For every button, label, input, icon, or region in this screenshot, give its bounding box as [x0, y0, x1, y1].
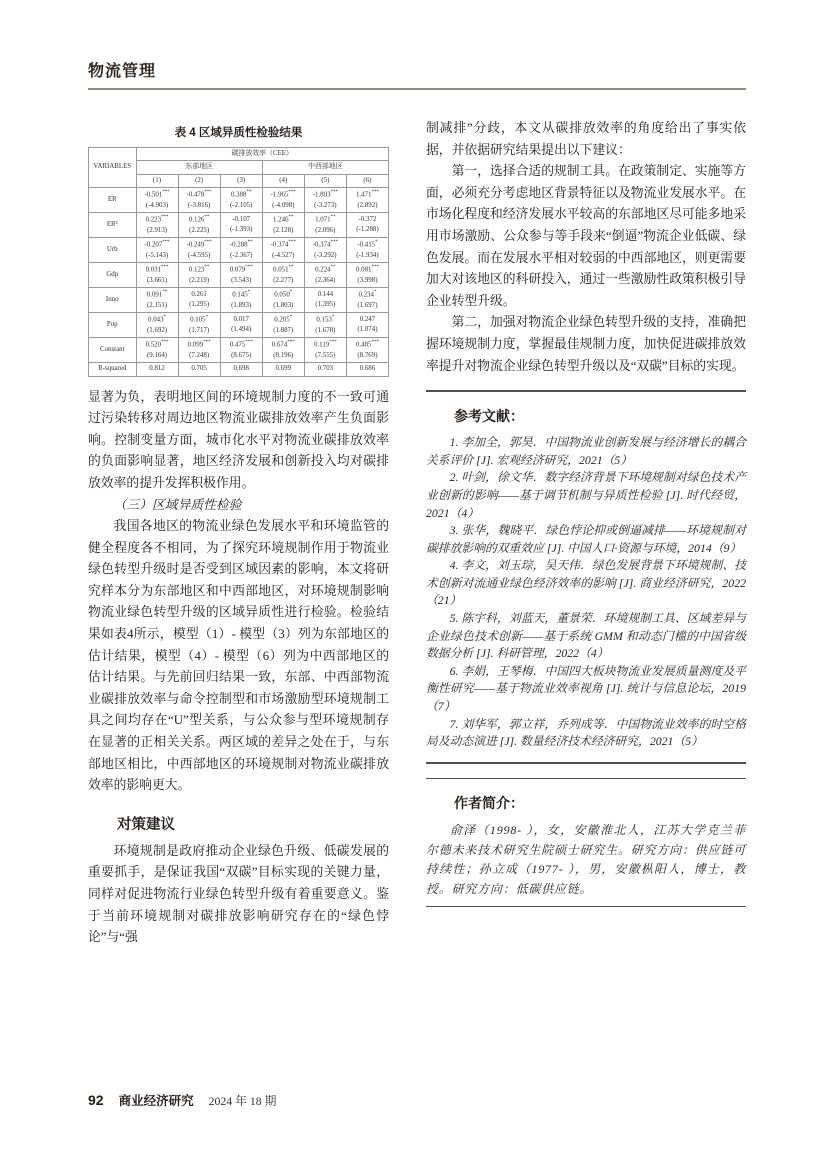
table-row [89, 213, 389, 238]
r-squared-value: 0.698 [220, 363, 262, 376]
coefficient-cell: 0.261 (1.295) [178, 288, 220, 313]
coefficient-cell: 0.119*** (7.555) [304, 338, 346, 363]
r-squared-value: 0.812 [136, 363, 178, 376]
group-east-header: 东部地区 [136, 161, 262, 174]
coefficient-cell: 0.081*** (3.998) [346, 263, 388, 288]
coefficient-cell: 0.224** (2.364) [304, 263, 346, 288]
references-top-rule [426, 390, 746, 392]
coefficient-cell: 0.126** (2.225) [178, 213, 220, 238]
coefficient-cell: 1.246** (2.128) [262, 213, 304, 238]
bio-bottom-rule [426, 906, 746, 907]
body-paragraph: 制减排”分歧，本文从碳排放效率的角度给出了事实依据，并依据研究结果提出以下建议： [426, 121, 746, 157]
coefficient-cell: 0.051** (2.277) [262, 263, 304, 288]
coefficient-cell: 0.234* (1.697) [346, 288, 388, 313]
section-label: 物流管理 [88, 63, 157, 80]
model-label: (2) [178, 174, 220, 187]
reference-item: 7. 刘华军，郭立祥，乔列成等．中国物流业效率的时空格局及动态演进 [J]. 数量经济技术经济研究，2021（5） [426, 716, 746, 749]
coefficient-cell: -0.501*** (-4.903) [136, 188, 178, 213]
coefficient-cell: 0.145* (1.893) [220, 288, 262, 313]
reference-item: 2. 叶剑，徐文华．数字经济背景下环境规制对绿色技术产业创新的影响——基于调节机制与异质性检验 [J]. 时代经贸，2021（4） [426, 470, 746, 520]
coefficient-cell: 0.153* (1.678) [304, 313, 346, 338]
reference-list [426, 434, 746, 751]
table-row [89, 288, 389, 313]
table-row [89, 313, 389, 338]
r-squared-value: 0.703 [304, 363, 346, 376]
model-label: (1) [136, 174, 178, 187]
coefficient-cell: 0.485*** (8.769) [346, 338, 388, 363]
r-squared-value: 0.686 [346, 363, 388, 376]
journal-name: 商业经济研究 [118, 1094, 194, 1108]
author-bio-text: 俞泽（1998- ），女，安徽淮北人，江苏大学克兰菲尔德未来技术研究生院硕士研究生。研究方向：供应链可持续性；孙立成（1977- ），男，安徽枞阳人，博士，教授。研究方向：低碳供应链。 [426, 822, 747, 897]
coefficient-cell: 0.043* (1.692) [136, 313, 178, 338]
issue-label: 2024 年 18 期 [208, 1094, 277, 1108]
coefficient-cell: 0.475*** (8.675) [220, 338, 262, 363]
section-heading: 对策建议 [117, 816, 175, 833]
coefficient-cell: 0.091** (2.151) [136, 288, 178, 313]
body-paragraph: 我国各地区的物流业绿色发展水平和环境监管的健全程度各不相同，为了探究环境规制作用于物流业绿色转型升级时是否受到区域因素的影响，本文将研究样本分为东部地区和中西部地区，对环境规制影响物流业绿色转型升级的区域异质性进行检验。检验结果如表4所示，模型（1）- 模型（3）列为东部地区的估计结果，模型（4）- 模型（6）列为中西部地区的估计结果。与先前回归结果一致，东部、中西部物流业碳排放效率与命令控制型和市场激励型环境规制工具之间均存在“U”型关系，与公众参与型环境规制存在显著的正相关关系。两区域的差异之处在于，与东部地区相比，中西部地区的环境规制对物流业碳排放效率的影响更大。 [88, 519, 389, 793]
table-row [89, 338, 389, 363]
variable-label: Inno [89, 288, 137, 313]
reference-item: 5. 陈宇科，刘蓝天，董景荣．环境规制工具、区域差异与企业绿色技术创新——基于系统 GMM 和动态门槛的中国省级数据分析 [J]. 科研管理，2022（4） [426, 611, 746, 661]
variable-label: ER [89, 188, 137, 213]
variable-label: Pop [89, 313, 137, 338]
coefficient-cell: -1.965*** (-4.098) [262, 188, 304, 213]
reference-item: 3. 张华，魏晓平．绿色悖论抑或倒逼减排——环境规制对碳排放影响的双重效应 [J]. 中国人口·资源与环境，2014（9） [426, 523, 746, 555]
coefficient-cell: 0.050* (1.803) [262, 288, 304, 313]
coefficient-cell: -0.372 (-1.288) [346, 213, 388, 238]
results-table [88, 147, 389, 377]
right-column [426, 118, 746, 949]
table-row [89, 188, 389, 213]
coefficient-cell: -0.374*** (-3.292) [304, 238, 346, 263]
body-paragraph: 显著为负，表明地区间的环境规制力度的不一致可通过污染转移对周边地区物流业碳排放效率产生负面影响。控制变量方面，城市化水平对物流业碳排放效率的负面影响显著，地区经济发展和创新投入均对碳排放效率的提升发挥积极作用。 [88, 389, 389, 490]
r-squared-row [89, 363, 389, 376]
r-squared-label: R-squared [89, 363, 137, 376]
coefficient-cell: 0.123** (2.219) [178, 263, 220, 288]
page-header [88, 58, 746, 90]
dependent-variable-header: 碳排放效率（CEE） [136, 148, 389, 161]
group-midwest-header: 中西部地区 [262, 161, 388, 174]
coefficient-cell: -0.249*** (-4.595) [178, 238, 220, 263]
author-bio-heading: 作者简介： [454, 794, 524, 811]
coefficient-cell: 0.674*** (8.196) [262, 338, 304, 363]
coefficient-cell: 0.031*** (3.661) [136, 263, 178, 288]
coefficient-cell: 0.205* (1.887) [262, 313, 304, 338]
coefficient-cell: 1.471*** (2.892) [346, 188, 388, 213]
coefficient-cell: 0.520*** (9.164) [136, 338, 178, 363]
coefficient-cell: -0.478*** (-3.816) [178, 188, 220, 213]
coefficient-cell: 0.388** (-2.105) [220, 188, 262, 213]
table-row [89, 263, 389, 288]
r-squared-value: 0.699 [262, 363, 304, 376]
coefficient-cell: 0.247 (1.074) [346, 313, 388, 338]
table-row [89, 238, 389, 263]
coefficient-cell: 0.105* (1.717) [178, 313, 220, 338]
table-head-row-1 [89, 148, 389, 161]
model-label: (6) [346, 174, 388, 187]
page-footer [88, 1091, 276, 1109]
coefficient-cell: 1.071** (2.096) [304, 213, 346, 238]
coefficient-cell: 0.144 (1.395) [304, 288, 346, 313]
variables-header: VARIABLES [89, 148, 137, 188]
variable-label: Urb [89, 238, 137, 263]
r-squared-value: 0.705 [178, 363, 220, 376]
coefficient-cell: -0.107 (-1.393) [220, 213, 262, 238]
body-paragraph: 第二，加强对物流企业绿色转型升级的支持，准确把握环境规制力度，掌握最佳规制力度，加快促进碳排放效率提升对物流企业绿色转型升级以及“双碳”目标的实现。 [426, 315, 746, 373]
reference-item: 1. 李加全，郭昊．中国物流业创新发展与经济增长的耦合关系评价 [J]. 宏观经济研究，2021（5） [426, 435, 746, 467]
references-heading: 参考文献： [454, 408, 524, 425]
header-rule [88, 88, 746, 90]
model-label: (5) [304, 174, 346, 187]
variable-label: Constant [89, 338, 137, 363]
coefficient-cell: 0.079*** (3.543) [220, 263, 262, 288]
coefficient-cell: -0.207*** (-5.143) [136, 238, 178, 263]
variable-label: Gdp [89, 263, 137, 288]
coefficient-cell: 0.017 (1.494) [220, 313, 262, 338]
table-body [89, 188, 389, 376]
bio-top-rule [426, 778, 746, 779]
model-label: (4) [262, 174, 304, 187]
references-bottom-rule [426, 762, 746, 764]
subsection-heading: （三）区域异质性检验 [113, 497, 242, 512]
page-number: 92 [88, 1092, 104, 1108]
model-label: (3) [220, 174, 262, 187]
body-paragraph: 环境规制是政府推动企业绿色升级、低碳发展的重要抓手，是保证我国“双碳”目标实现的关键力量，同样对促进物流行业绿色转型升级有着重要意义。鉴于当前环境规制对碳排放影响研究存在的“绿色悖论”与“强 [88, 843, 389, 945]
two-column-layout [88, 118, 746, 949]
table-caption: 表 4 区域异质性检验结果 [174, 127, 303, 139]
reference-item: 4. 李文，刘玉琮，吴天伟．绿色发展背景下环境规制、技术创新对流通业绿色经济效率的影响 [J]. 商业经济研究，2022（21） [426, 558, 746, 608]
left-column [88, 118, 389, 949]
results-table-head [89, 148, 389, 188]
coefficient-cell: 0.223*** (2.913) [136, 213, 178, 238]
variable-label: ER² [89, 213, 137, 238]
coefficient-cell: -1.803*** (-3.273) [304, 188, 346, 213]
coefficient-cell: -0.288** (-2.367) [220, 238, 262, 263]
reference-item: 6. 李娟，王琴梅．中国四大板块物流业发展质量测度及平衡性研究——基于物流业效率视角 [J]. 统计与信息论坛，2019（7） [426, 663, 746, 714]
coefficient-cell: 0.099*** (7.248) [178, 338, 220, 363]
coefficient-cell: -0.374*** (-4.527) [262, 238, 304, 263]
body-paragraph: 第一，选择合适的规制工具。在政策制定、实施等方面，必须充分考虑地区背景特征以及物流业发展水平。在市场化程度和经济发展水平较高的东部地区尽可能多地采用市场激励、公众参与等手段来“倒逼”物流企业低碳、绿色发展。而在发展水平相对较弱的中西部地区，则更需要加大对该地区的科研投入，通过一些激励性政策积极引导企业转型升级。 [426, 164, 746, 308]
coefficient-cell: -0.415* (-1.934) [346, 238, 388, 263]
